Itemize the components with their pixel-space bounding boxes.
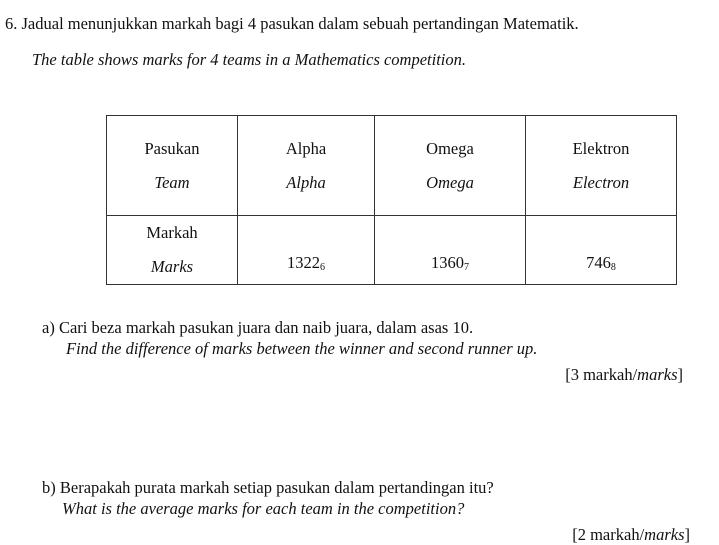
team-name-ms: Omega (426, 138, 474, 158)
part-a-english: Find the difference of marks between the winner and second runner up. (66, 339, 538, 358)
mark-value: 1360 (431, 252, 464, 272)
team-cell (238, 116, 375, 216)
marks-ms: [2 markah/ (572, 525, 645, 544)
marks-en: marks (644, 525, 685, 544)
marks-table (106, 115, 677, 285)
part-b-marks (572, 525, 690, 545)
bracket: ] (684, 525, 690, 544)
team-name-ms: Elektron (572, 138, 630, 158)
mark-base: 7 (464, 261, 469, 273)
intro-text-ms: Jadual menunjukkan markah bagi 4 pasukan dalam sebuah pertandingan Matematik. (21, 14, 579, 33)
team-cell (375, 116, 526, 216)
question-number: 6. (5, 14, 18, 33)
team-cell (526, 116, 677, 216)
team-name-en: Omega (426, 172, 474, 192)
team-name-en: Alpha (286, 172, 326, 192)
part-a-malay: a) Cari beza markah pasukan juara dan naib juara, dalam asas 10. (42, 318, 474, 337)
bracket: ] (677, 365, 683, 384)
question-intro-english: The table shows marks for 4 teams in a Mathematics competition. (32, 50, 467, 69)
header-en: Team (154, 172, 190, 192)
header-cell (107, 116, 238, 216)
question-intro-malay (5, 14, 579, 34)
row-label-en: Marks (150, 257, 194, 276)
mark-value: 1322 (287, 252, 320, 272)
row-label-cell (107, 216, 238, 285)
part-b-english: What is the average marks for each team in the competition? (62, 499, 465, 518)
team-name-ms: Alpha (285, 138, 327, 158)
mark-cell (526, 216, 677, 285)
team-name-en: Electron (572, 172, 630, 192)
marks-ms: [3 markah/ (565, 365, 638, 384)
row-label-ms: Markah (146, 223, 198, 242)
part-b-malay: b) Berapakah purata markah setiap pasukan dalam pertandingan itu? (42, 478, 494, 497)
mark-value: 746 (586, 252, 611, 272)
mark-base: 6 (320, 261, 325, 273)
part-a-marks (565, 365, 683, 385)
mark-cell (375, 216, 526, 285)
mark-cell (238, 216, 375, 285)
mark-base: 8 (610, 261, 616, 273)
header-ms: Pasukan (144, 138, 200, 158)
marks-en: marks (637, 365, 678, 384)
